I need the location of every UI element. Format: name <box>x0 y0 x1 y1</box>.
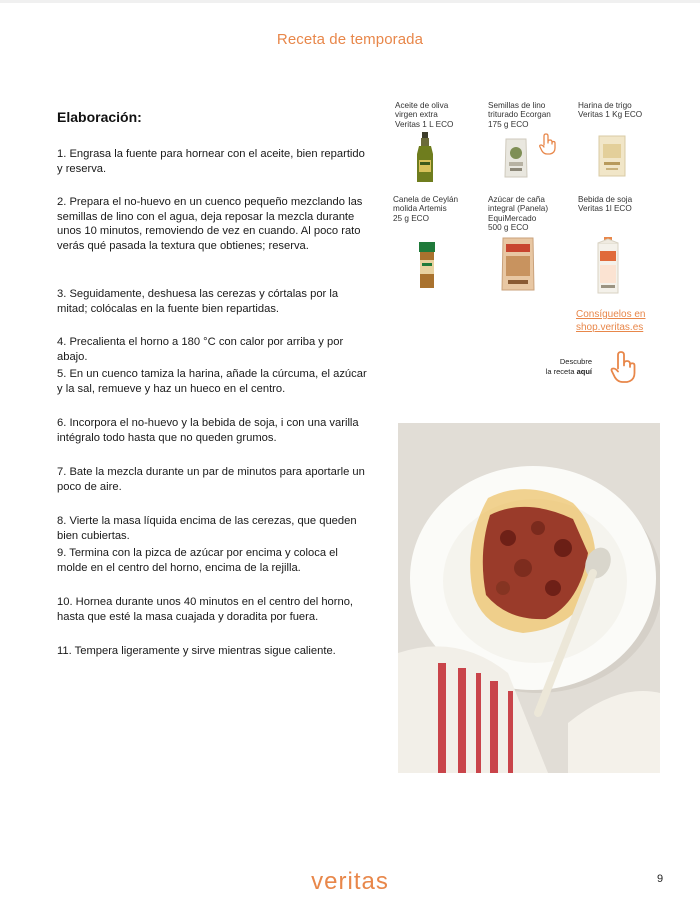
shop-link-url[interactable]: shop.veritas.es <box>576 321 644 333</box>
step-4: 4. Precalienta el horno a 180 °C con calor por arriba y por abajo. <box>57 336 344 363</box>
cane-sugar-bag-image[interactable] <box>500 236 536 292</box>
page-number: 9 <box>657 873 664 885</box>
wheat-flour-bag-image[interactable] <box>597 134 627 178</box>
product-label: Harina de trigo Veritas 1 Kg ECO <box>578 101 643 120</box>
product-label: Canela de Ceylán molida Artemis 25 g ECO <box>393 195 459 223</box>
product-label: Azúcar de caña integral (Panela) EquiMercado 500 g ECO <box>488 195 549 232</box>
recipe-photo <box>398 423 660 773</box>
hand-pointer-icon[interactable] <box>609 350 639 384</box>
soy-drink-carton-image[interactable] <box>595 237 621 295</box>
product-label: Aceite de oliva virgen extra Veritas 1 L ECO <box>395 101 454 129</box>
top-edge <box>0 0 700 3</box>
section-title: Elaboración: <box>57 109 142 125</box>
cinnamon-jar-image[interactable] <box>416 240 438 290</box>
product-flax-seeds[interactable] <box>488 101 572 129</box>
product-soy-drink[interactable] <box>578 195 662 214</box>
step-6: 6. Incorpora el no-huevo y la bebida de soja, i con una varilla intégralo todo hasta que no queden grumos. <box>57 417 359 444</box>
shop-link-line-1[interactable]: Consíguelos en <box>576 309 646 320</box>
product-label: Semillas de lino triturado Ecorgan 175 g ECO <box>488 101 551 129</box>
discover-line-1: Descubre <box>559 357 592 366</box>
discover-recipe-link[interactable] <box>520 357 592 377</box>
step-8: 8. Vierte la masa líquida encima de las cerezas, que queden bien cubiertas. <box>57 515 357 542</box>
product-label: Bebida de soja Veritas 1l ECO <box>578 195 633 214</box>
step-9: 9. Termina con la pizca de azúcar por encima y coloca el molde en el centro del horno, encima de la rejilla. <box>57 547 338 574</box>
discover-here[interactable]: aquí <box>576 367 592 376</box>
product-cane-sugar[interactable] <box>488 195 572 232</box>
discover-line-2: la receta <box>545 367 577 376</box>
product-wheat-flour[interactable] <box>578 101 662 120</box>
step-7: 7. Bate la mezcla durante un par de minutos para aportarle un poco de aire. <box>57 466 365 493</box>
step-11: 11. Tempera ligeramente y sirve mientras sigue caliente. <box>57 645 336 657</box>
brand-logo: veritas <box>311 868 389 890</box>
step-5: 5. En un cuenco tamiza la harina, añade la cúrcuma, el azúcar y la sal, remueve y haz un hueco en el centro. <box>57 368 367 395</box>
hand-pointer-icon[interactable] <box>538 133 558 155</box>
olive-oil-bottle-image[interactable] <box>413 132 437 184</box>
step-2: 2. Prepara el no-huevo en un cuenco pequeño mezclando las semillas de lino con el agua, deja reposar la mezcla durante unos 10 minutos, removiendo de vez en cuando. Al poco rato verás qué pasada la textura que obtienes; reserva. <box>57 196 363 252</box>
flax-seeds-bag-image[interactable] <box>503 137 529 179</box>
shop-link[interactable] <box>576 309 646 334</box>
step-10: 10. Hornea durante unos 40 minutos en el centro del horno, hasta que esté la masa cuajada y doradita por fuera. <box>57 596 354 623</box>
page-header-title: Receta de temporada <box>276 31 424 48</box>
product-cinnamon[interactable] <box>393 195 477 223</box>
product-olive-oil[interactable] <box>395 101 479 129</box>
step-3: 3. Seguidamente, deshuesa las cerezas y córtalas por la mitad; colócalas en la fuente bien repartidas. <box>57 288 339 315</box>
step-1: 1. Engrasa la fuente para hornear con el aceite, bien repartido y reserva. <box>57 148 365 175</box>
